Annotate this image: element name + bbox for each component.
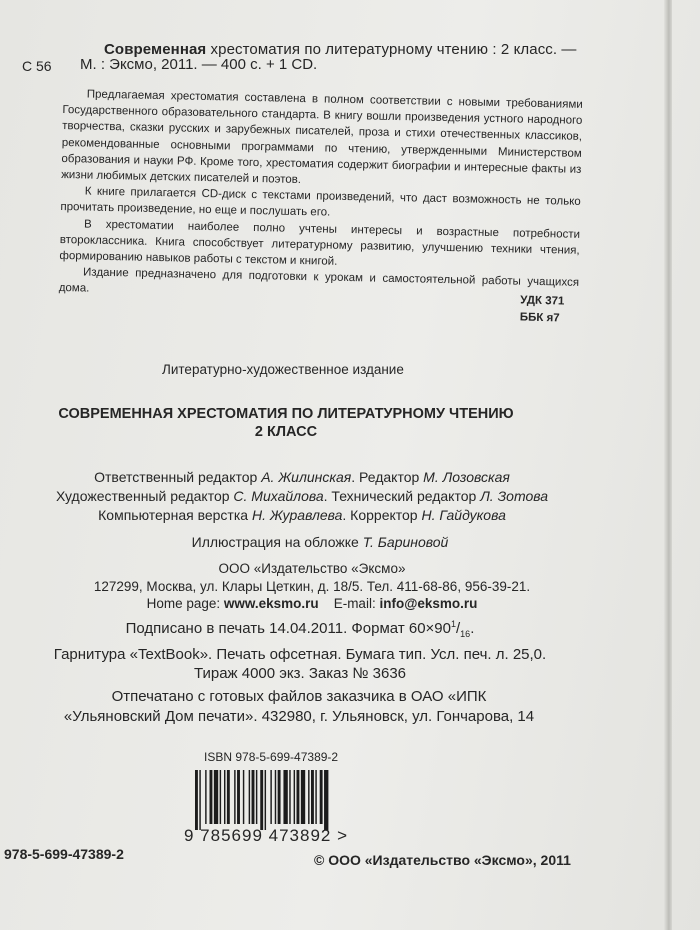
credits-line-art bbox=[42, 487, 562, 506]
annotation-paragraph: Предлагаемая хрестоматия составлена в полном соответствии с новыми требованиями Государственного образовательного стандарта. В книгу вошли произведения устного народного творчества, сказки русских и зарубежных писателей, проза и стихи отечественных классиков, рекомендованные основными программами по чтению, утвержденными Министерством образования и науки РФ. Кроме того, хрестоматия содержит биографии и интересные факты из жизни любимых детских писателей и поэтов. bbox=[61, 88, 583, 187]
cover-illustration-credit bbox=[120, 534, 520, 550]
editor: М. Лозовская bbox=[423, 469, 510, 485]
publication-info: М. : Эксмо, 2011. — 400 с. + 1 CD. bbox=[80, 56, 318, 73]
barcode-bar bbox=[315, 770, 316, 824]
barcode-bar bbox=[311, 770, 314, 824]
printer-line2: «Ульяновский Дом печати». 432980, г. Ульяновск, ул. Гончарова, 14 bbox=[63, 707, 535, 725]
barcode-bar bbox=[220, 770, 221, 824]
publisher-contacts bbox=[62, 595, 562, 613]
print-details bbox=[40, 615, 560, 684]
title-bold-word: Современная bbox=[104, 41, 207, 58]
tech-editor: Л. Зотова bbox=[480, 488, 549, 504]
barcode-bar bbox=[294, 770, 295, 824]
responsible-editor: А. Жилинская bbox=[261, 469, 352, 485]
barcode-bar bbox=[320, 770, 323, 824]
annotation bbox=[59, 86, 583, 307]
signed-text: Подписано в печать 14.04.2011. Формат 60×90 bbox=[125, 620, 451, 637]
typeface-info: Гарнитура «TextBook». Печать офсетная. Бумага тип. Усл. печ. л. 25,0. bbox=[53, 645, 547, 663]
credits bbox=[42, 468, 562, 525]
publisher-address: 127299, Москва, ул. Клары Цеткин, д. 18/5. Тел. 411-68-86, 956-39-21. bbox=[93, 578, 531, 594]
isbn-footer: 978-5-699-47389-2 bbox=[4, 846, 124, 862]
main-title bbox=[36, 405, 536, 441]
art-editor: С. Михайлова bbox=[233, 488, 324, 504]
cover-illustrator: Т. Бариновой bbox=[362, 534, 449, 550]
label: E-mail: bbox=[333, 596, 380, 611]
barcode-bar bbox=[224, 770, 225, 824]
barcode-bar bbox=[260, 770, 263, 830]
bbk-code: ББК я7 bbox=[519, 311, 560, 325]
isbn-label: ISBN 978-5-699-47389-2 bbox=[204, 750, 339, 764]
barcode-bar bbox=[283, 770, 287, 824]
barcode-bar bbox=[265, 770, 266, 830]
label: Компьютерная верстка bbox=[98, 507, 252, 523]
barcode-bar bbox=[210, 770, 213, 824]
udk-code: УДК 371 bbox=[520, 294, 565, 308]
home-page-link: www.eksmo.ru bbox=[223, 596, 319, 611]
title-rest: хрестоматия по литературному чтению : 2 класс. — bbox=[206, 41, 577, 58]
barcode-bar bbox=[297, 770, 300, 824]
annotation-paragraph: В хрестоматии наиболее полно учтены интересы и возрастные потребности второклассника. Книга способствует литературному развитию, улучшению техники чтения, формированию навыков работы с текстом и книгой. bbox=[59, 218, 581, 268]
label: Иллюстрация на обложке bbox=[191, 534, 363, 550]
barcode-digits: 9 785699 473892 > bbox=[184, 826, 349, 845]
barcode-bar bbox=[256, 770, 257, 824]
printer-line1: Отпечатано с готовых файлов заказчика в ОАО «ИПК bbox=[111, 688, 487, 705]
barcode-bar bbox=[199, 770, 200, 830]
copyright: © ООО «Издательство «Эксмо», 2011 bbox=[314, 852, 571, 868]
barcode-bar bbox=[237, 770, 240, 824]
barcode-bar bbox=[249, 770, 250, 824]
publisher-info bbox=[62, 560, 562, 613]
print-run: Тираж 4000 экз. Заказ № 3636 bbox=[193, 665, 407, 682]
barcode-bar bbox=[301, 770, 305, 824]
barcode-bar bbox=[227, 770, 230, 824]
barcode-bar bbox=[278, 770, 281, 824]
barcode-bar bbox=[234, 770, 235, 824]
label: Home page: bbox=[146, 596, 224, 611]
main-title-line2: 2 КЛАСС bbox=[254, 424, 318, 440]
barcode-bar bbox=[252, 770, 255, 824]
page-fold-shadow bbox=[664, 0, 672, 930]
barcode-bar bbox=[195, 770, 198, 830]
barcode-bar bbox=[243, 770, 244, 824]
label: Художественный редактор bbox=[55, 488, 234, 504]
label: . Корректор bbox=[342, 507, 422, 523]
annotation-paragraph: К книге прилагается CD-диск с текстами произведений, что даст возможность не только прочитать произведение, но еще и послушать его. bbox=[60, 185, 581, 220]
corrector: Н. Гайдукова bbox=[421, 507, 506, 523]
barcode-bar bbox=[270, 770, 271, 824]
barcode-bar bbox=[275, 770, 276, 824]
annotation-paragraph: Издание предназначено для подготовки к урокам и самостоятельной работы учащихся дома. bbox=[58, 266, 580, 296]
barcode-bar bbox=[289, 770, 290, 824]
format-numerator: 1 bbox=[450, 619, 456, 629]
classification-codes bbox=[520, 292, 565, 327]
barcode-bar bbox=[205, 770, 206, 824]
publisher-name: ООО «Издательство «Эксмо» bbox=[218, 561, 406, 576]
format-denominator: 16 bbox=[460, 629, 471, 639]
printer-info bbox=[34, 687, 564, 726]
credits-line-editors bbox=[42, 468, 562, 487]
edition-type: Литературно-художественное издание bbox=[162, 362, 404, 377]
credits-line-layout bbox=[42, 506, 562, 525]
main-title-line1: СОВРЕМЕННАЯ ХРЕСТОМАТИЯ ПО ЛИТЕРАТУРНОМУ ЧТЕНИЮ bbox=[58, 406, 514, 422]
catalog-code: С 56 bbox=[22, 58, 52, 74]
barcode-bar bbox=[214, 770, 218, 824]
barcode-bar bbox=[324, 770, 328, 830]
label: . Технический редактор bbox=[323, 488, 481, 504]
barcode-image bbox=[193, 770, 368, 830]
layout-designer: Н. Журавлева bbox=[251, 507, 343, 523]
email-address: info@eksmo.ru bbox=[379, 596, 478, 611]
label: Ответственный редактор bbox=[94, 469, 262, 485]
label: . Редактор bbox=[351, 469, 424, 485]
format-end: . bbox=[470, 620, 475, 637]
barcode-bar bbox=[308, 770, 309, 824]
signed-to-print: Подписано в печать 14.04.2011. Формат $60\times 90^1/_{16}$. bbox=[125, 619, 475, 639]
